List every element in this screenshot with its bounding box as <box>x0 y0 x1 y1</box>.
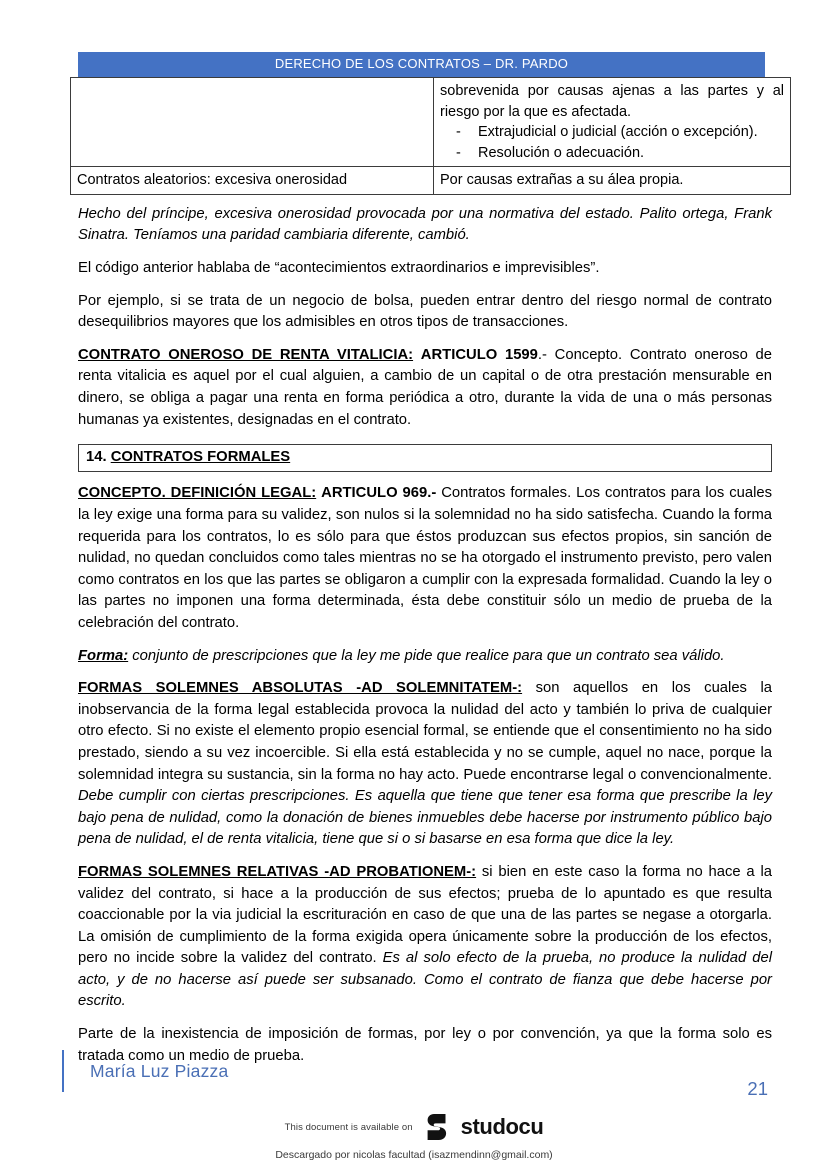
paragraph-inexistencia-imposicion-formas: Parte de la inexistencia de imposición de formas, por ley o por convención, ya que la forma solo es tratada como un medio de prueba. <box>78 1026 772 1064</box>
studocu-footer <box>0 1112 828 1161</box>
article-number-969: ARTICULO 969 <box>321 485 428 502</box>
article-suffix: .- Concepto. <box>537 346 630 363</box>
table-cell-left <box>71 77 434 166</box>
studocu-mark-icon <box>425 1112 455 1142</box>
table-cell-paragraph: sobrevenida por causas ajenas a las partes y al riesgo por la que es afectada. <box>440 82 784 120</box>
studocu-banner-row <box>285 1112 544 1142</box>
article-number-1599: ARTICULO 1599 <box>420 346 538 363</box>
section-heading-box <box>78 444 772 472</box>
paragraph-formas-solemnes-absolutas <box>78 678 772 851</box>
paragraph-formas-solemnes-relativas <box>78 862 772 1013</box>
heading-formas-solemnes-absolutas: FORMAS SOLEMNES ABSOLUTAS -AD SOLEMNITATEM-: <box>78 680 523 697</box>
relativas-italic-text: Es al solo efecto de la prueba, no produce la nulidad del acto, y de no hacerse así puede ser subsanado. Como el contrato de fianza que debe hacerse por escrito. <box>78 950 772 1010</box>
footer-author <box>62 1050 228 1092</box>
list-item: - Extrajudicial o judicial (acción o excepción). <box>478 122 784 143</box>
forma-definition: conjunto de prescripciones que la ley me pide que realice para que un contrato sea válido. <box>128 647 725 664</box>
relativas-text: si bien en este caso la forma no hace a la validez del contrato, si hace a la producción de sus efectos; prueba de lo apuntado es que resulta coaccionable por la via judicial la escrituración en caso de que una de las partes se negase a otorgarla. La omisión de cumplimiento de la forma exigida opera únicamente sobre la producción de los efectos, pero no incide sobre la validez del contrato. <box>78 863 772 967</box>
table-cell-left-text: Contratos aleatorios: excesiva onerosidad <box>77 172 348 189</box>
section-title: CONTRATOS FORMALES <box>110 449 291 466</box>
renta-vitalicia-text: Contrato oneroso de renta vitalicia es aquel por el cual alguien, a cambio de un capital o de otra prestación mensurable en dinero, se obliga a pagar una renta en forma periódica a otro, durante la vida de una o más personas humanas ya existentes, designadas en el contrato. <box>78 346 772 428</box>
absolutas-text: son aquellos en los cuales la inobservancia de la forma legal establecida provoca la nulidad del acto y también lo priva de cualquier otro efecto. Si no existe el elemento propio esencial formal, se entiende que el consentimiento no ha sido prestado, siendo a su vez incoercible. Si ella está establecida y no se cumple, aquel no nace, porque la solemnidad integra su sustancia, sin la forma no hay acto. Puede encontrarse legal o convencionalmente. <box>78 680 773 783</box>
document-banner-title: DERECHO DE LOS CONTRATOS – DR. PARDO <box>78 52 765 77</box>
article-suffix: .- <box>427 485 442 502</box>
table-row <box>71 77 791 166</box>
onerosidad-table <box>70 77 791 195</box>
table-cell-left <box>71 167 434 195</box>
available-on-text: This document is available on <box>284 1121 413 1133</box>
paragraph-renta-vitalicia <box>78 345 772 431</box>
paragraph-hecho-del-principe: Hecho del príncipe, excesiva onerosidad provocada por una normativa del estado. Palito ortega, Frank Sinatra. Teníamos una paridad cambiaria diferente, cambió. <box>78 205 772 244</box>
downloaded-by-text: Descargado por nicolas facultad (isazmendinn@gmail.com) <box>275 1149 553 1161</box>
paragraph-forma-definicion <box>78 646 772 668</box>
studocu-wordmark: studocu <box>460 1114 544 1139</box>
author-name: María Luz Piazza <box>90 1060 229 1081</box>
page-number: 21 <box>747 1078 768 1099</box>
author-vertical-rule <box>62 1050 64 1092</box>
table-cell-right <box>434 77 791 166</box>
absolutas-italic-text: Debe cumplir con ciertas prescripciones. Es aquella que tiene que tener esa forma que prescribe la ley bajo pena de nulidad, como la donación de bienes inmuebles debe hacerse por instrumento público bajo pena de nulidad, el de renta vitalicia, tiene que si o si basarse en esa forma que dice la ley. <box>78 788 772 848</box>
heading-renta-vitalicia: CONTRATO ONEROSO DE RENTA VITALICIA: <box>78 346 414 363</box>
term-forma: Forma: <box>78 647 129 664</box>
heading-concepto-definicion-legal: CONCEPTO. DEFINICIÓN LEGAL: <box>78 485 317 502</box>
table-cell-right <box>434 167 791 195</box>
page-content <box>77 52 784 1067</box>
list-item: - Resolución o adecuación. <box>478 143 784 164</box>
paragraph-codigo-anterior: El código anterior hablaba de “acontecimientos extraordinarios e imprevisibles”. <box>78 260 600 277</box>
table-cell-paragraph: Por causas extrañas a su álea propia. <box>440 172 684 189</box>
table-row <box>71 167 791 195</box>
concepto-text: Contratos formales. Los contratos para los cuales la ley exige una forma para su validez, son nulos si la solemnidad no ha sido satisfecha. Cuando la forma requerida para los contratos, lo es sólo para que éstos produzcan sus efectos propios, sin sanción de nulidad, no quedan concluidos como tales mientras no se ha otorgado el instrumento previsto, pero valen como contratos en los que las partes se obligaron a cumplir con la expresada formalidad. Cuando la ley o las partes no imponen una forma determinada, ésta debe constituir sólo un medio de prueba de la celebración del contrato. <box>78 485 772 631</box>
studocu-logo[interactable] <box>425 1112 544 1142</box>
section-number: 14. <box>86 449 111 466</box>
heading-formas-solemnes-relativas: FORMAS SOLEMNES RELATIVAS -AD PROBATIONEM-: <box>78 863 477 880</box>
paragraph-ejemplo-bolsa: Por ejemplo, si se trata de un negocio de bolsa, pueden entrar dentro del riesgo normal de contrato desequilibrios mayores que los admisibles en otros tipos de transacciones. <box>78 292 772 331</box>
paragraph-concepto-definicion-legal <box>78 483 772 634</box>
table-cell-bullet-list <box>440 122 784 163</box>
